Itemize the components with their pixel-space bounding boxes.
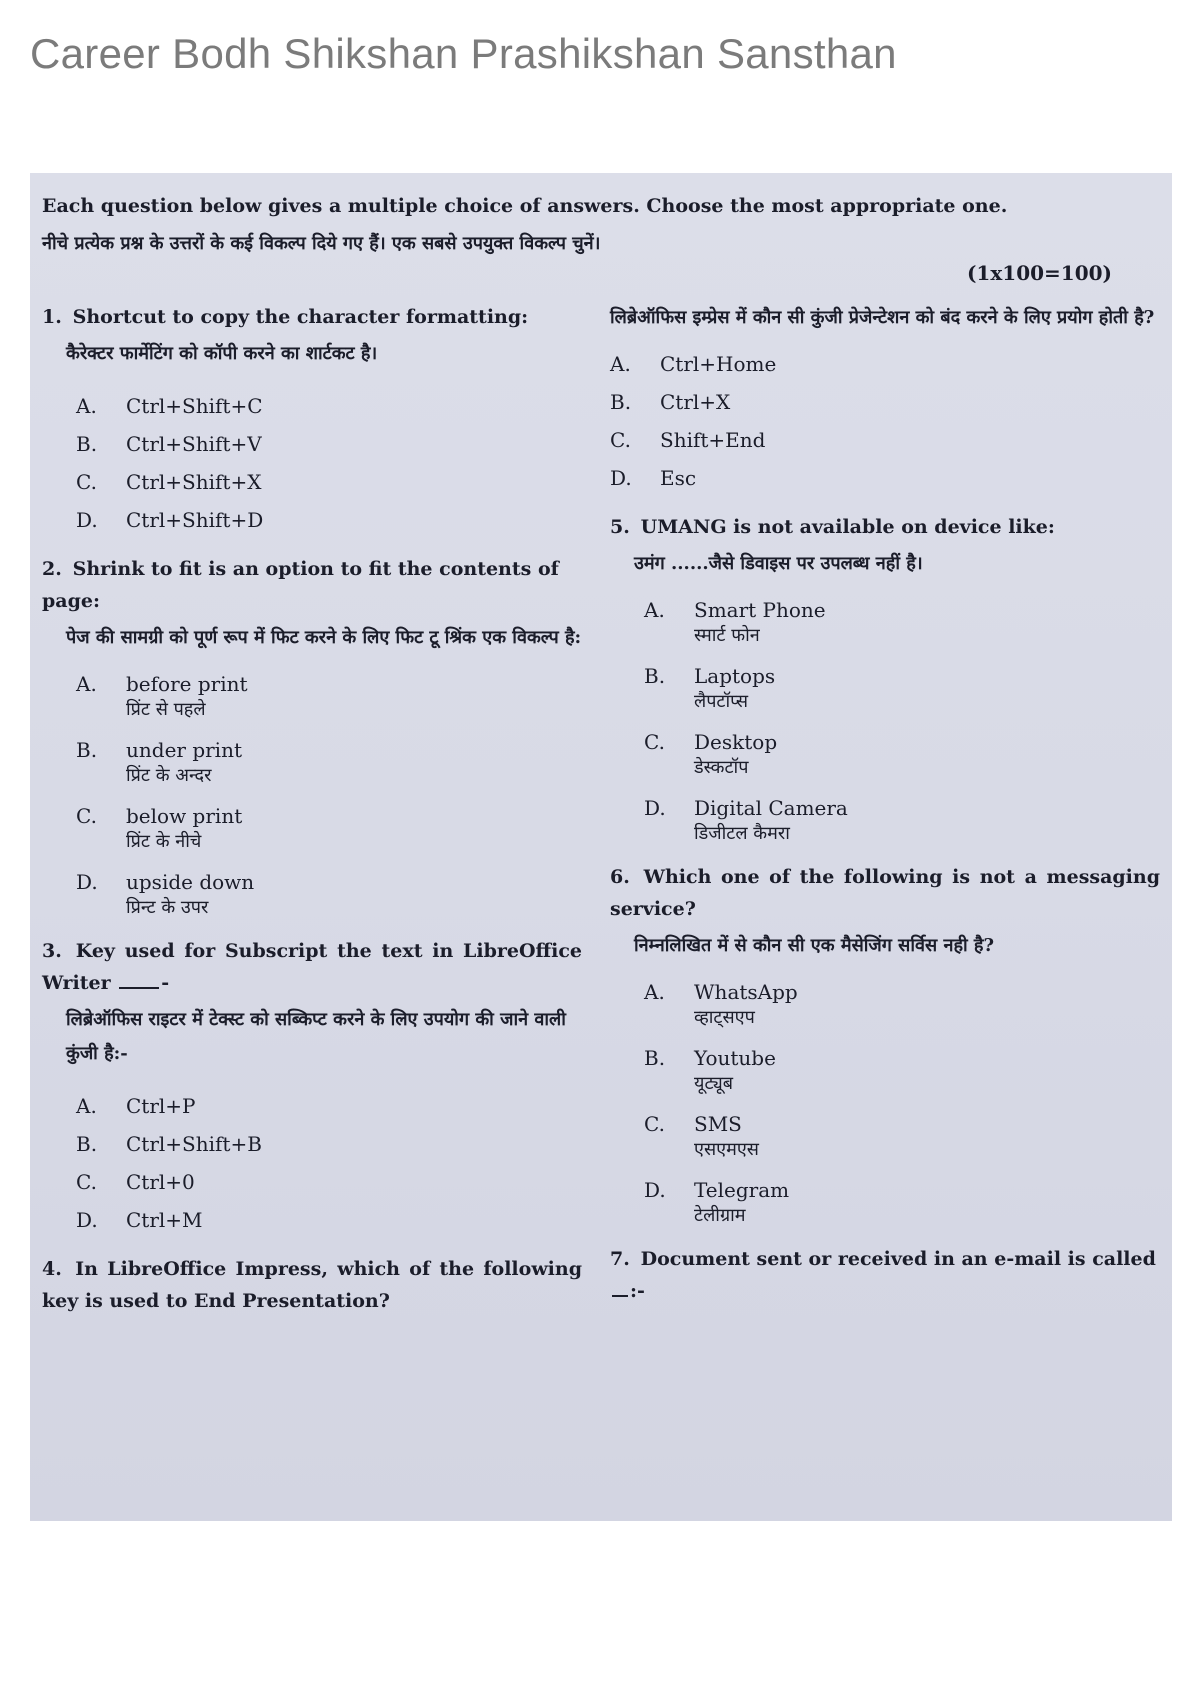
question-number: 4. <box>42 1258 62 1280</box>
option: B. Laptops लैपटॉप्स <box>644 664 776 712</box>
option: A. WhatsApp व्हाट्सएप <box>644 980 798 1028</box>
question-number: 2. <box>42 558 62 580</box>
question-3: 3. Key used for Subscript the text in LibreOffice Writer - लिब्रेऑफिस राइटर में टेक्स्ट को सब्किप्ट करने के लिए उपयोग की जाने वाली कुंजी है:- A. Ctrl+P B. Ctrl+Shift+B C. Ctrl+0 D. Ctrl+M <box>42 935 582 1239</box>
question-text-en: Shrink to fit is an option to fit the contents of page: <box>42 558 559 612</box>
option: B. Ctrl+Shift+B <box>76 1132 262 1156</box>
option: C. SMS एसएमएस <box>644 1112 759 1160</box>
left-column <box>42 301 582 1331</box>
question-text-hi: पेज की सामग्री को पूर्ण रूप में फिट करने के लिए फिट टू श्रिंक एक विकल्प है: <box>66 627 582 648</box>
question-number: 1. <box>42 306 62 328</box>
option: C. Desktop डेस्कटॉप <box>644 730 778 778</box>
question-text-en: Key used for Subscript the text in LibreOffice Writer <box>42 940 582 994</box>
option: A. Ctrl+P <box>76 1094 196 1118</box>
answer-blank <box>612 1295 628 1297</box>
question-text-hi: उमंग ......जैसे डिवाइस पर उपलब्ध नहीं है। <box>634 553 923 574</box>
option: A. Ctrl+Shift+C <box>76 394 263 418</box>
question-text-hi: लिब्रेऑफिस इम्प्रेस में कौन सी कुंजी प्रेजेन्टेशन को बंद करने के लिए प्रयोग होती है? <box>610 307 1155 328</box>
option: D. Esc <box>610 466 697 490</box>
question-4-continued <box>610 301 1160 497</box>
options <box>644 979 1160 1229</box>
option: B. Ctrl+X <box>610 390 731 414</box>
question-text-en: UMANG is not available on device like: <box>640 516 1055 538</box>
options <box>76 387 582 539</box>
options <box>76 671 582 921</box>
question-text-en: Which one of the following is not a messaging service? <box>610 866 1160 920</box>
site-title: Career Bodh Shikshan Prashikshan Sansthan <box>30 30 897 77</box>
question-number: 7. <box>610 1248 630 1270</box>
option: C. Shift+End <box>610 428 766 452</box>
question-number: 5. <box>610 516 630 538</box>
question-text-en: In LibreOffice Impress, which of the following key is used to End Presentation? <box>42 1258 582 1312</box>
options <box>644 597 1160 847</box>
option: A. before print प्रिंट से पहले <box>76 672 248 720</box>
option: D. Digital Camera डिजीटल कैमरा <box>644 796 848 844</box>
question-6 <box>610 861 1160 1229</box>
option: C. below print प्रिंट के नीचे <box>76 804 243 852</box>
right-column <box>610 301 1160 1321</box>
option: D. Ctrl+Shift+D <box>76 508 264 532</box>
option: C. Ctrl+Shift+X <box>76 470 262 494</box>
options <box>610 345 1160 497</box>
question-2 <box>42 553 582 921</box>
options <box>76 1087 582 1239</box>
option: B. Youtube यूट्यूब <box>644 1046 776 1094</box>
question-1 <box>42 301 582 539</box>
question-number: 6. <box>610 866 630 888</box>
question-text-en: Shortcut to copy the character formatting: <box>72 306 529 328</box>
option: B. Ctrl+Shift+V <box>76 432 262 456</box>
question-7: 7. Document sent or received in an e-mail is called:- <box>610 1243 1160 1307</box>
instruction-en: Each question below gives a multiple choice of answers. Choose the most appropriate one. <box>42 195 1008 217</box>
option: A. Smart Phone स्मार्ट फोन <box>644 598 826 646</box>
option: D. Ctrl+M <box>76 1208 203 1232</box>
question-text-hi: निम्नलिखित में से कौन सी एक मैसेजिंग सर्विस नही है? <box>634 935 995 956</box>
option: C. Ctrl+0 <box>76 1170 195 1194</box>
question-text-en: Document sent or received in an e-mail is called <box>640 1248 1156 1270</box>
answer-blank <box>119 987 159 989</box>
option: D. Telegram टेलीग्राम <box>644 1178 790 1226</box>
question-text-hi: लिब्रेऑफिस राइटर में टेक्स्ट को सब्किप्ट करने के लिए उपयोग की जाने वाली कुंजी है:- <box>66 1009 566 1064</box>
option: D. upside down प्रिन्ट के उपर <box>76 870 255 918</box>
question-text-hi: कैरेक्टर फार्मेटिंग को कॉपी करने का शार्टकट है। <box>66 343 378 364</box>
instruction-hi: नीचे प्रत्येक प्रश्न के उत्तरों के कई विकल्प दिये गए हैं। एक सबसे उपयुक्त विकल्प चुनें। <box>42 233 601 254</box>
question-4 <box>42 1253 582 1317</box>
question-5 <box>610 511 1160 847</box>
option: A. Ctrl+Home <box>610 352 777 376</box>
exam-paper-photo <box>30 173 1172 1521</box>
question-number: 3. <box>42 940 62 962</box>
marks-scheme: (1x100=100) <box>966 261 1112 285</box>
option: B. under print प्रिंट के अन्दर <box>76 738 242 786</box>
